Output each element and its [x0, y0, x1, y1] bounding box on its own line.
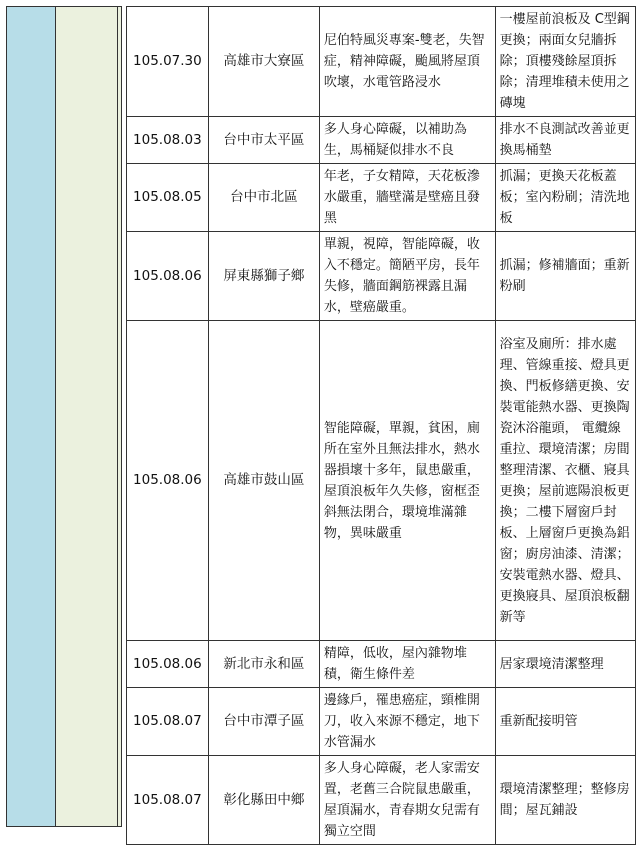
location-cell: 台中市潭子區	[208, 688, 319, 756]
location-cell: 新北市永和區	[208, 641, 319, 688]
action-cell: 抓漏；更換天花板蓋板；室內粉刷；清洗地板	[495, 164, 635, 232]
location-cell: 屏東縣獅子鄉	[208, 232, 319, 321]
location-cell: 台中市北區	[208, 164, 319, 232]
situation-cell: 單親，視障，智能障礙，收入不穩定。簡陋平房，長年失修，牆面鋼筋裸露且漏水，壁癌嚴重。	[319, 232, 495, 321]
table-row	[127, 117, 636, 164]
action-cell: 排水不良測試改善並更換馬桶墊	[495, 117, 635, 164]
action-cell: 重新配接明管	[495, 688, 635, 756]
action-cell: 浴室及廁所：排水處理、管線重接、燈具更換、門板修繕更換、安裝電能熱水器、更換陶瓷沐浴龍頭， 電纜線重拉、環境清潔；房間整理清潔、衣櫃、寢具更換；屋前遮陽浪板更換；二樓下層窗戶封板、上層窗戶更換為鋁窗；廚房油漆、清潔；安裝電熱水器、燈具、更換寢具、屋頂浪板翻新等	[495, 321, 635, 641]
situation-cell: 尼伯特風災專案-雙老，失智症，精神障礙，颱風將屋頂吹壞，水電管路浸水	[319, 7, 495, 117]
situation-cell: 年老，子女精障，天花板滲水嚴重，牆壁滿是壁癌且發黑	[319, 164, 495, 232]
repair-records-table	[126, 6, 636, 845]
category-column-band	[56, 6, 122, 827]
action-cell: 居家環境清潔整理	[495, 641, 635, 688]
table-row	[127, 164, 636, 232]
date-cell: 105.08.06	[127, 641, 209, 688]
location-cell: 高雄市鼓山區	[208, 321, 319, 641]
action-cell: 抓漏；修補牆面；重新粉刷	[495, 232, 635, 321]
location-cell: 台中市太平區	[208, 117, 319, 164]
table-row	[127, 232, 636, 321]
left-color-band	[6, 6, 56, 827]
date-cell: 105.08.07	[127, 756, 209, 845]
table-row	[127, 756, 636, 845]
location-cell: 高雄市大寮區	[208, 7, 319, 117]
table-row	[127, 7, 636, 117]
action-cell: 一樓屋前浪板及 C型鋼更換；兩面女兒牆拆除；頂樓殘餘屋頂拆除；清理堆積未使用之磚塊	[495, 7, 635, 117]
situation-cell: 多人身心障礙，以補助為生，馬桶疑似排水不良	[319, 117, 495, 164]
situation-cell: 智能障礙，單親，貧困，廁所在室外且無法排水，熱水器損壞十多年，鼠患嚴重，屋頂浪板年久失修，窗框歪斜無法閉合，環境堆滿雜物，異味嚴重	[319, 321, 495, 641]
date-cell: 105.08.06	[127, 232, 209, 321]
action-cell: 環境清潔整理；整修房間；屋瓦鋪設	[495, 756, 635, 845]
situation-cell: 精障，低收，屋內雜物堆積，衛生條件差	[319, 641, 495, 688]
date-cell: 105.08.06	[127, 321, 209, 641]
table-row	[127, 688, 636, 756]
table-row	[127, 321, 636, 641]
band-divider	[117, 7, 118, 826]
table-row	[127, 641, 636, 688]
situation-cell: 邊緣戶，罹患癌症，頸椎開刀，收入來源不穩定，地下水管漏水	[319, 688, 495, 756]
location-cell: 彰化縣田中鄉	[208, 756, 319, 845]
date-cell: 105.07.30	[127, 7, 209, 117]
situation-cell: 多人身心障礙，老人家需安置，老舊三合院鼠患嚴重，屋頂漏水，青春期女兒需有獨立空間	[319, 756, 495, 845]
date-cell: 105.08.05	[127, 164, 209, 232]
date-cell: 105.08.07	[127, 688, 209, 756]
date-cell: 105.08.03	[127, 117, 209, 164]
